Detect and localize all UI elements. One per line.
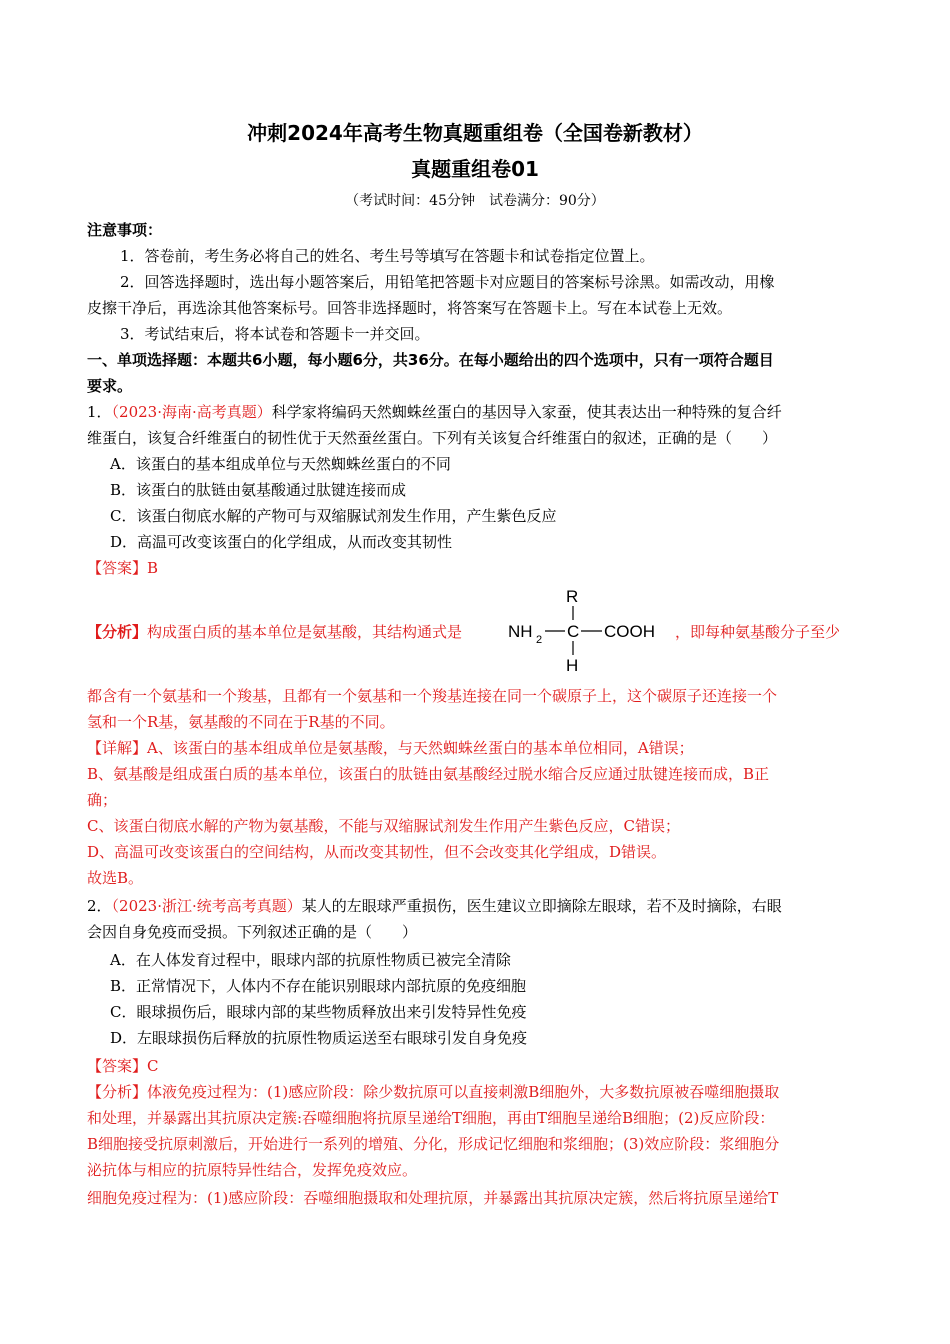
question-2-option-d: D．左眼球损伤后释放的抗原性物质运送至右眼球引发自身免疫 — [110, 1029, 528, 1047]
formula-hydrogen: H — [566, 656, 579, 674]
question-1-answer: 【答案】B — [87, 559, 159, 577]
question-1-detail-b-line-1: B、氨基酸是组成蛋白质的基本单位，该蛋白的肽链由氨基酸经过脱水缩合反应通过肽键连接而成，B正 — [87, 765, 770, 783]
question-1-option-b: B．该蛋白的肽链由氨基酸通过肽键连接而成 — [110, 481, 407, 499]
exam-title: 冲刺2024年高考生物真题重组卷（全国卷新教材） — [247, 121, 703, 145]
analysis-text-after-formula: ，即每种氨基酸分子至少 — [675, 623, 841, 641]
analysis-tag: 【分析】 — [87, 623, 148, 641]
question-2-stem-line-2: 会因自身免疫而受损。下列叙述正确的是（ ） — [87, 923, 418, 941]
notice-item-3: 3．考试结束后，将本试卷和答题卡一并交回。 — [120, 325, 430, 343]
question-1-detail-a: 【详解】A、该蛋白的基本组成单位是氨基酸，与天然蜘蛛丝蛋白的基本单位相同，A错误； — [87, 739, 694, 757]
question-2-stem-line-1 — [87, 896, 867, 916]
question-number: 1． — [87, 403, 112, 421]
question-1-stem-line-2: 维蛋白，该复合纤维蛋白的韧性优于天然蚕丝蛋白。下列有关该复合纤维蛋白的叙述，正确的是（ ） — [87, 429, 778, 447]
question-1-option-a: A．该蛋白的基本组成单位与天然蜘蛛丝蛋白的不同 — [110, 455, 451, 473]
notice-item-2-line-1: 2．回答选择题时，选出每小题答案后，用铅笔把答题卡对应题目的答案标号涂黑。如需改动，用橡 — [120, 273, 775, 291]
formula-subscript-2: 2 — [536, 634, 543, 646]
question-2-option-b: B．正常情况下，人体内不存在能识别眼球内部抗原的免疫细胞 — [110, 977, 527, 995]
amino-acid-formula-diagram — [508, 584, 678, 674]
question-1-stem-line-1 — [87, 402, 867, 422]
question-1-analysis-line-3: 氢和一个R基，氨基酸的不同在于R基的不同。 — [87, 713, 395, 731]
exam-info: （考试时间：45分钟 试卷满分：90分） — [345, 193, 605, 209]
question-2-analysis-line-1: 【分析】体液免疫过程为：(1)感应阶段：除少数抗原可以直接刺激B细胞外，大多数抗原被吞噬细胞摄取 — [87, 1083, 780, 1101]
question-1-detail-d: D、高温可改变该蛋白的空间结构，从而改变其韧性，但不会改变其化学组成，D错误。 — [87, 843, 667, 861]
section-heading-line-2: 要求。 — [87, 377, 133, 395]
question-source: （2023·海南·高考真题） — [111, 403, 272, 421]
question-1-detail-b-line-2: 确； — [87, 791, 118, 809]
question-1-option-d: D．高温可改变该蛋白的化学组成，从而改变其韧性 — [110, 533, 453, 551]
question-1-analysis-line-2: 都含有一个氨基和一个羧基，且都有一个氨基和一个羧基连接在同一个碳原子上，这个碳原子还连接一个 — [87, 687, 778, 705]
notice-item-2-line-2: 皮擦干净后，再选涂其他答案标号。回答非选择题时，将答案写在答题卡上。写在本试卷上无效。 — [87, 299, 733, 317]
question-2-analysis-line-2: 和处理，并暴露出其抗原决定簇:吞噬细胞将抗原呈递给T细胞，再由T细胞呈递给B细胞；(2)反应阶段： — [87, 1109, 775, 1127]
question-1-detail-c: C、该蛋白彻底水解的产物为氨基酸，不能与双缩脲试剂发生作用产生紫色反应，C错误； — [87, 817, 680, 835]
question-2-analysis-line-5: 细胞免疫过程为：(1)感应阶段：吞噬细胞摄取和处理抗原，并暴露出其抗原决定簇，然后将抗原呈递给T — [87, 1189, 779, 1207]
question-2-answer: 【答案】C — [87, 1057, 159, 1075]
formula-amino-group: NH — [508, 622, 533, 641]
notice-heading: 注意事项： — [87, 221, 163, 239]
formula-r-group: R — [566, 587, 579, 606]
question-2-analysis-line-3: B细胞接受抗原刺激后，开始进行一系列的增殖、分化，形成记忆细胞和浆细胞；(3)效应阶段：浆细胞分 — [87, 1135, 780, 1153]
formula-carboxyl-group: COOH — [604, 622, 655, 641]
question-stem-text: 科学家将编码天然蜘蛛丝蛋白的基因导入家蚕，使其表达出一种特殊的复合纤 — [271, 403, 782, 421]
analysis-text-before-formula: 构成蛋白质的基本单位是氨基酸，其结构通式是 — [147, 623, 463, 641]
paper-title: 真题重组卷01 — [411, 157, 539, 181]
question-number: 2． — [87, 897, 112, 915]
formula-central-carbon: C — [567, 622, 580, 641]
section-heading-line-1: 一、单项选择题：本题共6小题，每小题6分，共36分。在每小题给出的四个选项中，只有一项符合题目 — [87, 351, 774, 369]
notice-item-1: 1．答卷前，考生务必将自己的姓名、考生号等填写在答题卡和试卷指定位置上。 — [120, 247, 655, 265]
amino-acid-structural-formula — [508, 584, 678, 674]
question-stem-text: 某人的左眼球严重损伤，医生建议立即摘除左眼球，若不及时摘除，右眼 — [301, 897, 782, 915]
question-2-option-a: A．在人体发育过程中，眼球内部的抗原性物质已被完全清除 — [110, 951, 511, 969]
question-1-conclusion: 故选B。 — [87, 869, 144, 887]
question-1-option-c: C．该蛋白彻底水解的产物可与双缩脲试剂发生作用，产生紫色反应 — [110, 507, 557, 525]
question-source: （2023·浙江·统考高考真题） — [111, 897, 302, 915]
question-2-analysis-line-4: 泌抗体与相应的抗原特异性结合，发挥免疫效应。 — [87, 1161, 418, 1179]
question-2-option-c: C．眼球损伤后，眼球内部的某些物质释放出来引发特异性免疫 — [110, 1003, 527, 1021]
